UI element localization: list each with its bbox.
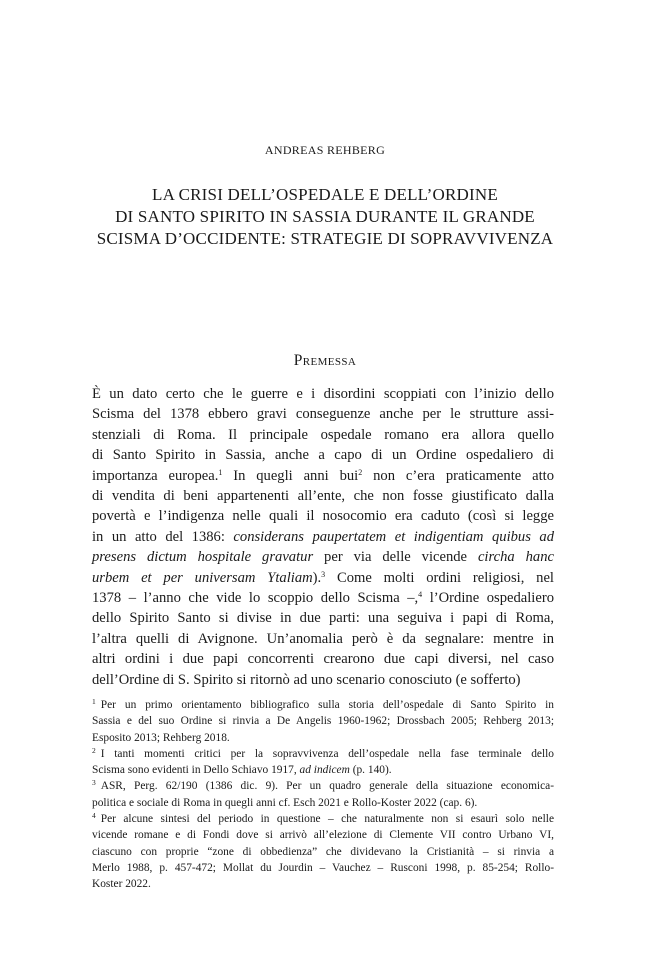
section-heading: Premessa [293,352,357,369]
latin-quote: considerans paupertatem et indigentiam quibus ad [233,528,554,545]
footnote-ref-1[interactable]: 1 [218,467,223,477]
title-line: SCISMA D’OCCIDENTE: STRATEGIE DI SOPRAVVIVENZA [96,229,554,248]
footnote-line: politica e sociale di Roma in quegli anni cf. Esch 2021 e Rollo-Koster 2022 (cap. 6). [92,796,478,809]
body-line: di vendita di beni appartenenti all’ente, che non fosse giustificato dalla [92,488,554,505]
footnote-ref-2[interactable]: 2 [358,467,363,477]
article-title [0,184,650,250]
footnotes [92,697,554,893]
body-line: dell’Ordine di S. Spirito si ritornò ad uno scenario conosciuto (e sofferto) [92,671,521,688]
body-line: di Santo Spirito in Sassia, anche a capo di un Ordine ospedaliero di [92,447,554,464]
latin-quote: urbem et per universam Ytaliam [92,569,313,586]
body-line: stenziali di Roma. Il principale ospedale romano era allora quello [92,426,554,443]
body-line: in un atto del 1386: considerans paupertatem et indigentiam quibus ad [92,528,554,545]
footnote-ref-4[interactable]: 4 [418,590,423,600]
footnote-3 [92,778,554,811]
footnote-line: vicende romane e di Fondi dove si arrivò all’elezione di Clemente VII contro Urbano VI, [92,829,554,842]
footnote-ref-3[interactable]: 3 [321,569,326,579]
footnote-2 [92,746,554,779]
latin-quote: circha hanc [477,549,554,566]
body-line: Scisma del 1378 ebbero gravi conseguenze anche per le strutture assi- [92,406,554,423]
footnote-line: ciascuno con proprie “zone di obbedienza” che dividevano la Cristianità – si rinvia a [92,845,554,858]
footnote-line: $^3$ ASR, Perg. 62/190 (1386 dic. 9). Per un quadro generale della situazione economica- [92,778,554,793]
latin-quote: presens dictum hospitale gravatur [92,549,314,566]
italic-term: ad indicem [299,764,350,777]
body-line: 1378 – l’anno che vide lo scoppio dello Scisma –,$^4$ l’Ordine ospedaliero [92,590,554,607]
body-text [92,384,554,690]
body-line: È un dato certo che le guerre e i disordini scoppiati con l’inizio dello [92,386,554,402]
footnote-number: 3 [92,778,96,788]
footnote-number: 2 [92,745,96,755]
body-line: importanza europea.$^1$ In quegli anni bui$^2$ non c’era praticamente atto [92,467,554,484]
footnote-number: 4 [92,811,96,821]
body-line: povertà e l’indigenza nelle quali il nosocomio era caduto (così si legge [92,508,554,525]
footnote-line: Scisma sono evidenti in Dello Schiavo 1917, ad indicem (p. 140). [92,764,392,777]
footnote-line: Sassia e del suo Ordine si rinvia a De Angelis 1960-1962; Drossbach 2005; Rehberg 2013; [92,715,554,728]
footnote-line: Merlo 1988, p. 457-472; Mollat du Jourdin – Vauchez – Rusconi 1998, p. 85-254; Rollo- [92,861,554,874]
footnote-line: Koster 2022. [92,878,151,891]
body-line: dello Spirito Santo si divise in due parti: una seguiva i papi di Roma, [92,610,554,627]
body-line: l’altra quelli di Avignone. Un’anomalia però è da segnalare: mentre in [92,630,554,647]
footnote-number: 1 [92,697,96,706]
body-line: altri ordini i due papi concorrenti crearono due capi diversi, nel caso [92,651,554,668]
title-line: DI SANTO SPIRITO IN SASSIA DURANTE IL GRANDE [115,207,535,226]
title-line: LA CRISI DELL’OSPEDALE E DELL’ORDINE [152,185,498,204]
footnote-line: $^1$ Per un primo orientamento bibliografico sulla storia dell’ospedale di Santo Spirito in [92,697,554,711]
footnote-line: $^2$ I tanti momenti critici per la sopravvivenza dell’ospedale nella fase terminale dello [92,745,554,760]
footnote-1 [92,697,554,746]
footnote-line: Esposito 2013; Rehberg 2018. [92,731,230,744]
body-line: urbem et per universam Ytaliam).$^3$ Come molti ordini religiosi, nel [92,569,554,586]
footnote-line: $^4$ Per alcune sintesi del periodo in questione – che naturalmente non si esaurì solo nelle [92,811,554,826]
footnote-4 [92,811,554,892]
author-name: ANDREAS REHBERG [264,143,386,157]
body-line: presens dictum hospitale gravatur per via delle vicende circha hanc [92,549,554,566]
